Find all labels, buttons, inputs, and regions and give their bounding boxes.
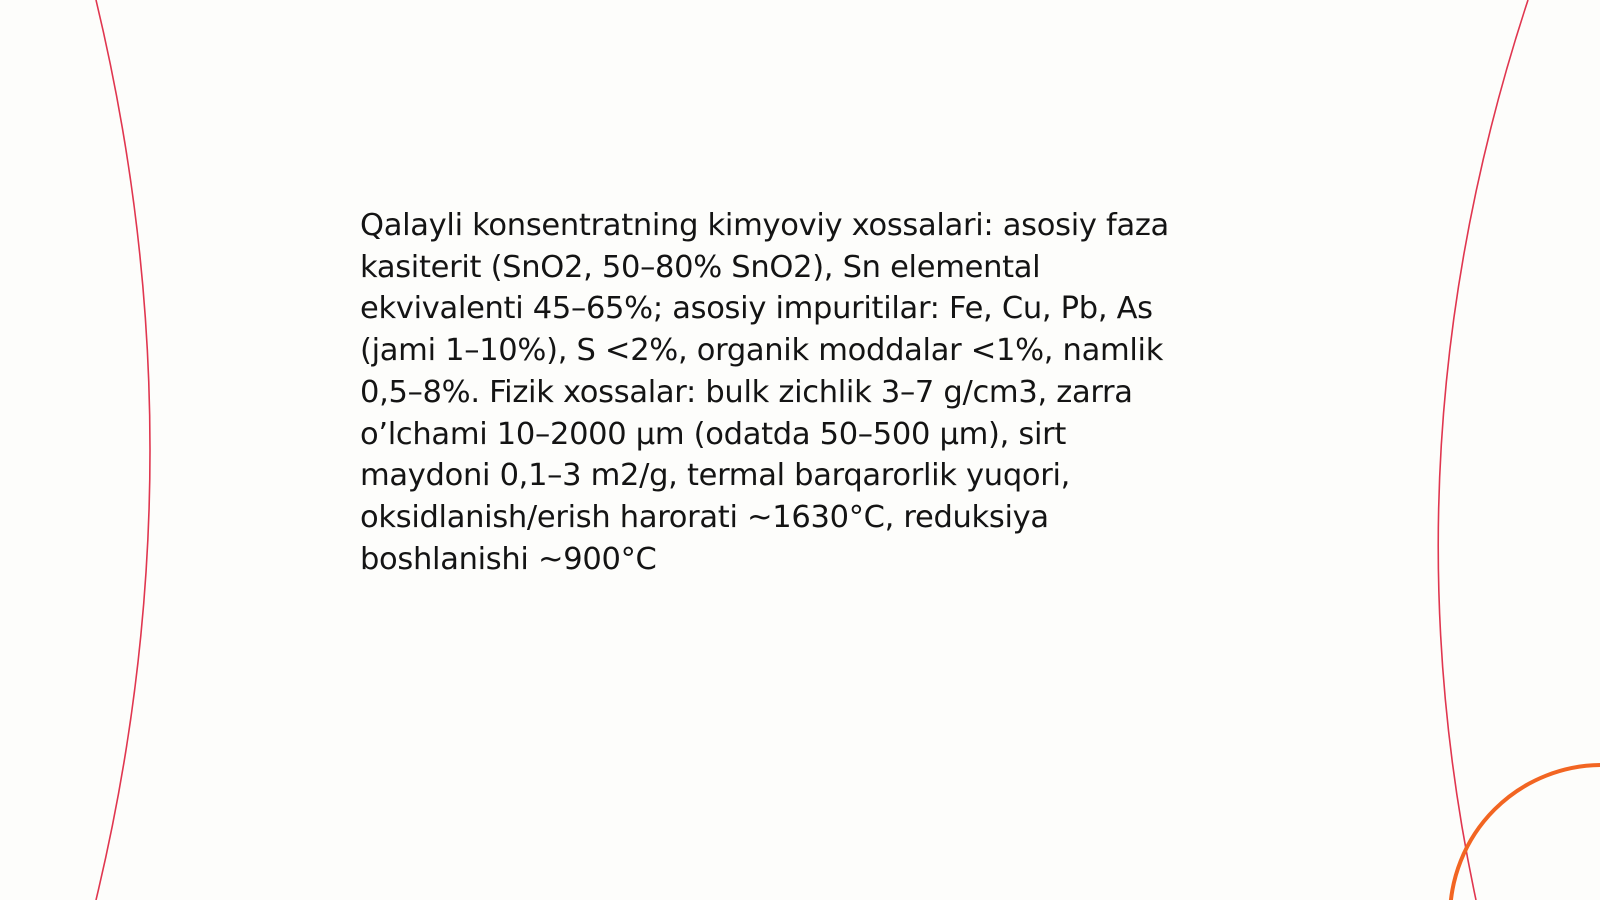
slide-body-text: Qalayli konsentratning kimyoviy xossalari: asosiy faza kasiterit (SnO2, 50–80% SnO2), Sn elemental ekvivalenti 45–65%; asosiy impuritilar: Fe, Cu, Pb, As (jami 1–10%), S <2%, organik moddalar <1%, namlik 0,5–8%. Fizik xossalar: bulk zichlik 3–7 g/cm3, zarra o’lchami 10–2000 µm (odatda 50–500 µm), sirt maydoni 0,1–3 m2/g, termal barqarorlik yuqori, oksidlanish/erish harorati ~1630°C, reduksiya boshlanishi ~900°C [360,208,1169,577]
left-curve-line [96,0,150,900]
right-curve-line [1438,0,1528,900]
